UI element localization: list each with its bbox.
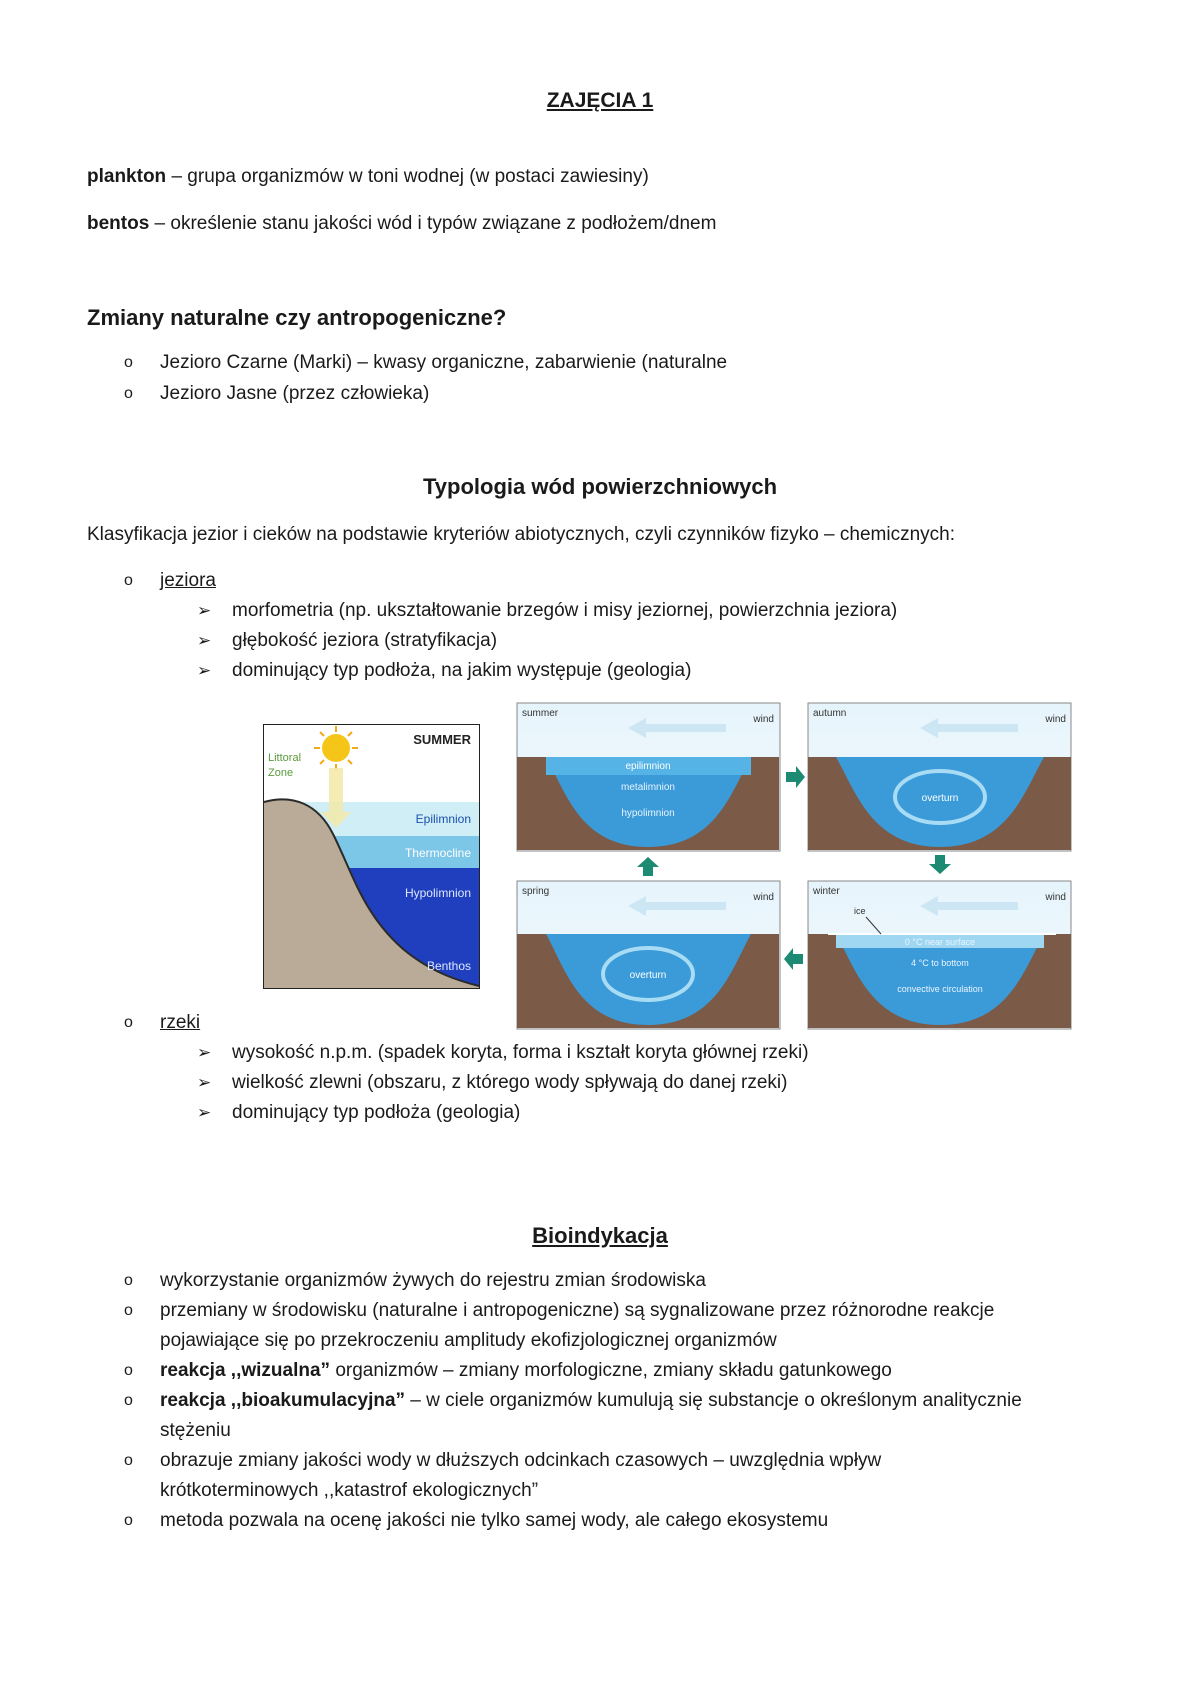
bullet-icon: o	[124, 1302, 133, 1319]
section-heading-typology: Typologia wód powierzchniowych	[422, 474, 778, 499]
definition-text: – grupa organizmów w toni wodnej (w postaci zawiesiny)	[166, 166, 649, 187]
item-text: krótkoterminowych ,,katastrof ekologicznych”	[160, 1480, 539, 1501]
bullet-icon: o	[124, 1272, 133, 1289]
item-prefix: reakcja	[160, 1360, 231, 1381]
wind-label: wind	[753, 714, 774, 725]
section-heading-changes: Zmiany naturalne czy antropogeniczne?	[87, 305, 507, 330]
item-text: pojawiające się po przekroczeniu amplitudy ekofizjologicznej organizmów	[160, 1330, 777, 1351]
list-item	[160, 1270, 706, 1292]
item-text: – w ciele organizmów kumulują się substancje o określonym analitycznie	[405, 1390, 1022, 1411]
arrow-bullet-icon: ➢	[197, 601, 212, 620]
definition-bentos	[87, 213, 716, 235]
item-text: wykorzystanie organizmów żywych do rejestru zmian środowiska	[160, 1270, 706, 1291]
season-label: spring	[522, 886, 550, 897]
panel-autumn	[808, 703, 1071, 851]
layer-label: epilimnion	[625, 761, 671, 772]
item-text: metoda pozwala na ocenę jakości nie tylko samej wody, ale całego ekosystemu	[160, 1510, 829, 1531]
section-heading-bioindication: Bioindykacja	[532, 1223, 668, 1248]
season-label: summer	[522, 708, 559, 719]
layer-label: Epilimnion	[415, 812, 471, 826]
ice-label: ice	[854, 906, 866, 916]
layer-label: 4 °C to bottom	[911, 958, 969, 968]
cycle-arrow-right-icon	[786, 766, 805, 788]
definition-term: plankton	[87, 166, 167, 187]
list-item	[160, 1450, 881, 1472]
cycle-arrow-down-icon	[929, 855, 951, 874]
bullet-icon: o	[124, 1392, 133, 1409]
item-prefix: reakcja	[160, 1390, 231, 1411]
water-label: overturn	[921, 793, 959, 804]
definition-plankton	[87, 166, 649, 188]
list-item	[160, 1510, 828, 1532]
list-item	[160, 1300, 994, 1322]
arrow-bullet-icon: ➢	[197, 1043, 212, 1062]
bullet-icon: o	[124, 385, 133, 402]
item-bold: ,,wizualna”	[230, 1360, 331, 1381]
list-item: wysokość n.p.m. (spadek koryta, forma i kształt koryta głównej rzeki)	[232, 1042, 809, 1063]
lakes-label: jeziora	[160, 570, 216, 591]
bullet-icon: o	[124, 1362, 133, 1379]
cycle-arrow-left-icon	[784, 948, 803, 970]
lake-turnover-figure	[516, 702, 1072, 1030]
bullet-icon: o	[124, 572, 133, 589]
list-item-continuation	[160, 1480, 538, 1502]
rivers-label: rzeki	[160, 1012, 201, 1033]
list-item: głębokość jeziora (stratyfikacja)	[232, 630, 498, 651]
arrow-bullet-icon: ➢	[197, 1073, 212, 1092]
list-item: dominujący typ podłoża, na jakim występuje (geologia)	[232, 660, 692, 681]
zone-label: Zone	[268, 767, 294, 779]
list-item	[160, 1360, 892, 1382]
bullet-icon: o	[124, 1452, 133, 1469]
bullet-icon: o	[124, 354, 133, 371]
arrow-bullet-icon: ➢	[197, 661, 212, 680]
littoral-label: Littoral	[268, 752, 302, 764]
panel-summer	[517, 703, 780, 851]
water-label: overturn	[629, 970, 667, 981]
list-item: Jezioro Jasne (przez człowieka)	[160, 383, 430, 404]
list-item: morfometria (np. ukształtowanie brzegów i misy jeziornej, powierzchnia jeziora)	[232, 600, 898, 621]
definition-term: bentos	[87, 213, 150, 234]
bullet-icon: o	[124, 1512, 133, 1529]
item-bold: ,,bioakumulacyjna”	[230, 1390, 406, 1411]
item-text: przemiany w środowisku (naturalne i antropogeniczne) są sygnalizowane przez różnorodne reakcje	[160, 1300, 995, 1321]
wind-label: wind	[753, 892, 774, 903]
lake-stratification-figure	[263, 724, 480, 989]
layer-label: 0 °C near surface	[904, 937, 976, 947]
summer-title: SUMMER	[413, 732, 471, 747]
list-item: Jezioro Czarne (Marki) – kwasy organiczne, zabarwienie (naturalne	[160, 352, 728, 373]
layer-label: Hypolimnion	[404, 886, 471, 900]
panel-spring	[517, 881, 780, 1029]
list-item-continuation	[160, 1420, 231, 1442]
list-item-continuation	[160, 1330, 777, 1352]
season-label: winter	[813, 886, 840, 897]
page-title: ZAJĘCIA 1	[546, 89, 654, 112]
definition-text: – określenie stanu jakości wód i typów związane z podłożem/dnem	[149, 213, 717, 234]
item-text: organizmów – zmiany morfologiczne, zmiany składu gatunkowego	[330, 1360, 892, 1381]
list-item	[160, 1390, 1022, 1412]
cycle-arrow-up-icon	[637, 857, 659, 876]
layer-label: Benthos	[426, 959, 471, 973]
item-text: stężeniu	[160, 1420, 231, 1441]
wind-label: wind	[1045, 892, 1066, 903]
arrow-bullet-icon: ➢	[197, 1103, 212, 1122]
panel-winter	[808, 881, 1071, 1029]
season-label: autumn	[813, 708, 847, 719]
layer-label: convective circulation	[897, 984, 983, 994]
layer-label: hypolimnion	[621, 808, 675, 819]
layer-label: Thermocline	[404, 846, 471, 860]
list-item: dominujący typ podłoża (geologia)	[232, 1102, 521, 1123]
section-intro: Klasyfikacja jezior i cieków na podstawie kryteriów abiotycznych, czyli czynników fizyko – chemicznych:	[87, 524, 955, 545]
layer-label: metalimnion	[621, 782, 675, 793]
wind-label: wind	[1045, 714, 1066, 725]
arrow-bullet-icon: ➢	[197, 631, 212, 650]
item-text: obrazuje zmiany jakości wody w dłuższych odcinkach czasowych – uwzględnia wpływ	[160, 1450, 882, 1471]
list-item: wielkość zlewni (obszaru, z którego wody spływają do danej rzeki)	[232, 1072, 788, 1093]
bullet-icon: o	[124, 1014, 133, 1031]
